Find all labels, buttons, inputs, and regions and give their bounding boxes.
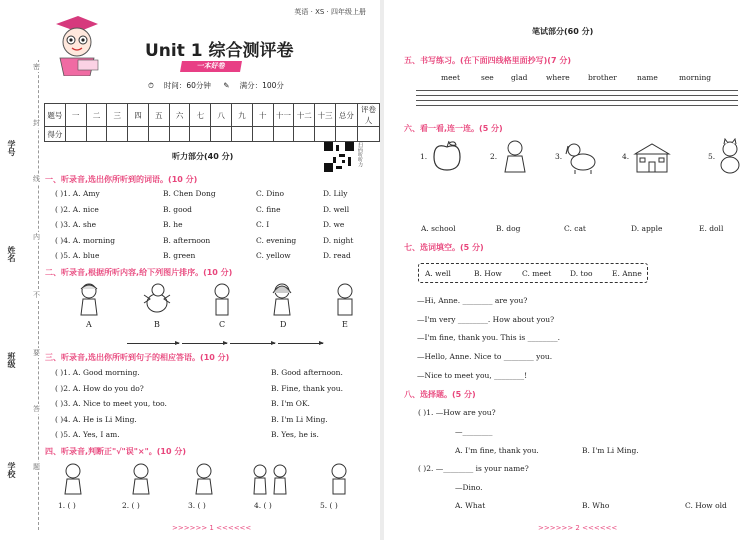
s1-q4-b: B. afternoon: [163, 236, 211, 245]
cut-char: 内: [33, 233, 40, 241]
woman-picture-2: [128, 461, 154, 495]
match-word-a[interactable]: A. school: [421, 224, 456, 233]
score-cell: 十三: [315, 104, 336, 127]
time-limit: 时间：60分钟: [163, 81, 211, 90]
judge-blank-2[interactable]: 2. ( ): [122, 501, 140, 510]
figure-label-e: E: [342, 320, 348, 329]
judge-blank-1[interactable]: 1. ( ): [58, 501, 76, 510]
s3-q5-b: B. Yes, he is.: [271, 430, 319, 439]
girl-picture-3: [191, 461, 217, 495]
s3-q1-a: ( )1. A. Good morning.: [55, 368, 140, 377]
score-cell: 六: [169, 104, 190, 127]
s3-q3-b: B. I'm OK.: [271, 399, 310, 408]
match-word-d[interactable]: D. apple: [631, 224, 663, 233]
score-input-cell[interactable]: [357, 127, 379, 142]
man-figure-e: [331, 281, 359, 317]
score-cell: 九: [232, 104, 253, 127]
figure-label-d: D: [280, 320, 287, 329]
s8-q1-b[interactable]: B. I'm Li Ming.: [582, 446, 639, 455]
score-cell: 三: [107, 104, 128, 127]
exam-meta: [148, 80, 294, 91]
cut-char: 答: [33, 405, 40, 413]
s3-q5-a: ( )5. A. Yes, I am.: [55, 430, 120, 439]
section-1-title: 一、听录音,选出你所听到的词语。(10 分): [45, 175, 198, 184]
copy-word: brother: [588, 73, 617, 82]
school-picture: [633, 140, 671, 174]
s8-q1-a[interactable]: A. I'm fine, thank you.: [455, 446, 539, 455]
score-input-cell[interactable]: [315, 127, 336, 142]
cut-char: 题: [33, 463, 40, 471]
s3-q3-a: ( )3. A. Nice to meet you, too.: [55, 399, 167, 408]
score-input-cell[interactable]: [294, 127, 315, 142]
score-input-cell[interactable]: [190, 127, 211, 142]
match-word-e[interactable]: E. doll: [699, 224, 724, 233]
figure-label-a: A: [86, 320, 92, 329]
s1-q2-c: C. fine: [256, 205, 281, 214]
figure-label-c: C: [219, 320, 226, 329]
section-3-title: 三、听录音,选出你所听到句子的相应答语。(10 分): [45, 353, 230, 362]
score-cell: 一: [65, 104, 86, 127]
score-input-cell[interactable]: [86, 127, 107, 142]
order-blank-2[interactable]: [182, 343, 227, 344]
s1-q5-c: C. yellow: [256, 251, 291, 260]
s3-q4-a: ( )4. A. He is Li Ming.: [55, 415, 137, 424]
girl-figure-a: [75, 281, 103, 317]
full-score: 满分：100分: [239, 81, 284, 90]
binding-label-name: 姓名: [7, 246, 16, 262]
s1-q2: ( )2. A. nice: [55, 205, 99, 214]
copy-word: glad: [511, 73, 528, 82]
s1-q3-c: C. I: [256, 220, 270, 229]
s3-q2-a: ( )2. A. How do you do?: [55, 384, 144, 393]
score-input-cell[interactable]: [148, 127, 169, 142]
s1-q4-d: D. night: [323, 236, 354, 245]
score-table-header-row: [45, 104, 380, 127]
cat-picture: [717, 138, 743, 174]
score-cell: 四: [128, 104, 149, 127]
page-title: Unit 1 综合测评卷: [145, 41, 294, 61]
score-table-score-row: [45, 127, 380, 142]
s3-q4-b: B. I'm Li Ming.: [271, 415, 328, 424]
section-8-title: 八、选择题。(5 分): [404, 390, 476, 399]
score-input-cell[interactable]: [273, 127, 294, 142]
s1-q5-d: D. read: [323, 251, 351, 260]
score-input-cell[interactable]: [65, 127, 86, 142]
s1-q2-b: B. good: [163, 205, 192, 214]
page-number-2: >>>>>> 2 <<<<<<: [538, 524, 618, 532]
cut-char: 不: [33, 291, 40, 299]
word-bank-option: B. How: [474, 269, 502, 278]
pic-num-3: 3.: [555, 152, 563, 161]
copy-word: see: [481, 73, 494, 82]
qr-code[interactable]: [324, 142, 354, 172]
dog-picture: [565, 138, 599, 174]
score-cell: 七: [190, 104, 211, 127]
fill-line-1[interactable]: —Hi, Anne. ________ are you?: [417, 296, 528, 305]
score-cell: 题号: [45, 104, 66, 127]
fill-line-4[interactable]: —Hello, Anne. Nice to ________ you.: [417, 352, 553, 361]
s8-q2-c[interactable]: C. How old: [685, 501, 727, 510]
score-cell: 十一: [273, 104, 294, 127]
section-6-title: 六、看一看,连一连。(5 分): [404, 124, 503, 133]
judge-blank-3[interactable]: 3. ( ): [188, 501, 206, 510]
order-blank-4[interactable]: [278, 343, 323, 344]
score-input-cell[interactable]: [252, 127, 273, 142]
score-input-cell[interactable]: [107, 127, 128, 142]
binding-label-student-id: 学号: [7, 140, 16, 156]
judge-blank-5[interactable]: 5. ( ): [320, 501, 338, 510]
cut-char: 线: [33, 175, 40, 183]
section-7-title: 七、选词填空。(5 分): [404, 243, 484, 252]
binding-margin: [0, 0, 44, 540]
doll-picture: [500, 138, 530, 174]
written-title: 笔试部分(60 分): [532, 27, 594, 36]
brand-badge: 一本好卷: [180, 61, 242, 72]
copy-word: name: [637, 73, 658, 82]
fill-line-3[interactable]: —I'm fine, thank you. This is ________.: [417, 333, 560, 342]
woman-figure-d: [268, 281, 296, 317]
score-cell: 八: [211, 104, 232, 127]
order-blank-1[interactable]: [127, 343, 179, 344]
score-input-cell[interactable]: [128, 127, 149, 142]
cut-char: 要: [33, 349, 40, 357]
clock-icon: ⏱: [148, 81, 154, 90]
s1-q5: ( )5. A. blue: [55, 251, 100, 260]
score-cell: 十二: [294, 104, 315, 127]
book-tag: 英语 · XS · 四年级上册: [294, 8, 366, 16]
match-word-b[interactable]: B. dog: [496, 224, 521, 233]
girl-picture-1: [60, 461, 86, 495]
pic-num-2: 2.: [490, 152, 498, 161]
binding-label-class: 班级: [7, 352, 16, 368]
score-cell: 二: [86, 104, 107, 127]
section-5-title: 五、书写练习。(在下面四线格里面抄写)(7 分): [404, 56, 571, 65]
score-cell: 评卷人: [357, 104, 379, 127]
s1-q1-c: C. Dino: [256, 189, 284, 198]
pic-num-1: 1.: [420, 152, 428, 161]
score-icon: ✎: [223, 81, 230, 90]
four-line-grid[interactable]: [416, 90, 738, 110]
s1-q1-d: D. Lily: [323, 189, 348, 198]
s8-q2-answer: —Dino.: [455, 483, 483, 492]
figure-label-b: B: [154, 320, 160, 329]
s8-q2-b[interactable]: B. Who: [582, 501, 610, 510]
qr-note: 扫码听听力: [357, 142, 363, 167]
word-bank-option: A. well: [425, 269, 451, 278]
page-number-1: >>>>>> 1 <<<<<<: [172, 524, 252, 532]
order-blank-3[interactable]: [230, 343, 275, 344]
s8-q2-a[interactable]: A. What: [455, 501, 486, 510]
s8-q1-blank[interactable]: —________: [455, 427, 493, 436]
pic-num-4: 4.: [622, 152, 630, 161]
s3-q2-b: B. Fine, thank you.: [271, 384, 343, 393]
apple-picture: [430, 138, 464, 172]
fill-line-5[interactable]: —Nice to meet you, ________!: [417, 371, 528, 380]
score-input-cell[interactable]: [169, 127, 190, 142]
s1-q4: ( )4. A. morning: [55, 236, 116, 245]
s8-q1: ( )1. —How are you?: [418, 408, 496, 417]
cut-char: 密: [33, 63, 40, 71]
copy-word: where: [546, 73, 570, 82]
match-word-c[interactable]: C. cat: [564, 224, 586, 233]
s8-q2: ( )2. —________ is your name?: [418, 464, 529, 473]
score-cell: 总分: [335, 104, 357, 127]
word-bank-option: C. meet: [522, 269, 552, 278]
copy-word: morning: [679, 73, 712, 82]
word-bank-option: E. Anne: [612, 269, 642, 278]
s1-q3-b: B. he: [163, 220, 183, 229]
listening-title: 听力部分(40 分): [172, 152, 234, 161]
s1-q3: ( )3. A. she: [55, 220, 97, 229]
boy-figure-c: [208, 281, 236, 317]
score-table: [44, 103, 380, 142]
s1-q1-b: B. Chen Dong: [163, 189, 216, 198]
score-cell: 五: [148, 104, 169, 127]
two-kids-picture-4: [250, 461, 290, 495]
man-picture-5: [326, 461, 352, 495]
score-input-cell[interactable]: [335, 127, 357, 142]
cut-char: 封: [33, 119, 40, 127]
s3-q1-b: B. Good afternoon.: [271, 368, 343, 377]
binding-label-school: 学校: [7, 462, 16, 478]
score-cell: 十: [252, 104, 273, 127]
s1-q5-b: B. green: [163, 251, 196, 260]
section-4-title: 四、听录音,判断正"√"误"×"。(10 分): [45, 447, 186, 456]
mascot-illustration: [48, 12, 104, 76]
copy-word: meet: [441, 73, 461, 82]
score-input-cell[interactable]: [211, 127, 232, 142]
dragon-figure-b: [140, 281, 174, 317]
s1-q4-c: C. evening: [256, 236, 297, 245]
pic-num-5: 5.: [708, 152, 716, 161]
fill-line-2[interactable]: —I'm very ________. How about you?: [417, 315, 555, 324]
s1-q2-d: D. well: [323, 205, 350, 214]
section-2-title: 二、听录音,根据所听内容,给下列图片排序。(10 分): [45, 268, 233, 277]
s1-q3-d: D. we: [323, 220, 345, 229]
judge-blank-4[interactable]: 4. ( ): [254, 501, 272, 510]
word-bank-option: D. too: [570, 269, 593, 278]
score-input-cell[interactable]: [232, 127, 253, 142]
s1-q1: ( )1. A. Amy: [55, 189, 100, 198]
score-cell: 得分: [45, 127, 66, 142]
